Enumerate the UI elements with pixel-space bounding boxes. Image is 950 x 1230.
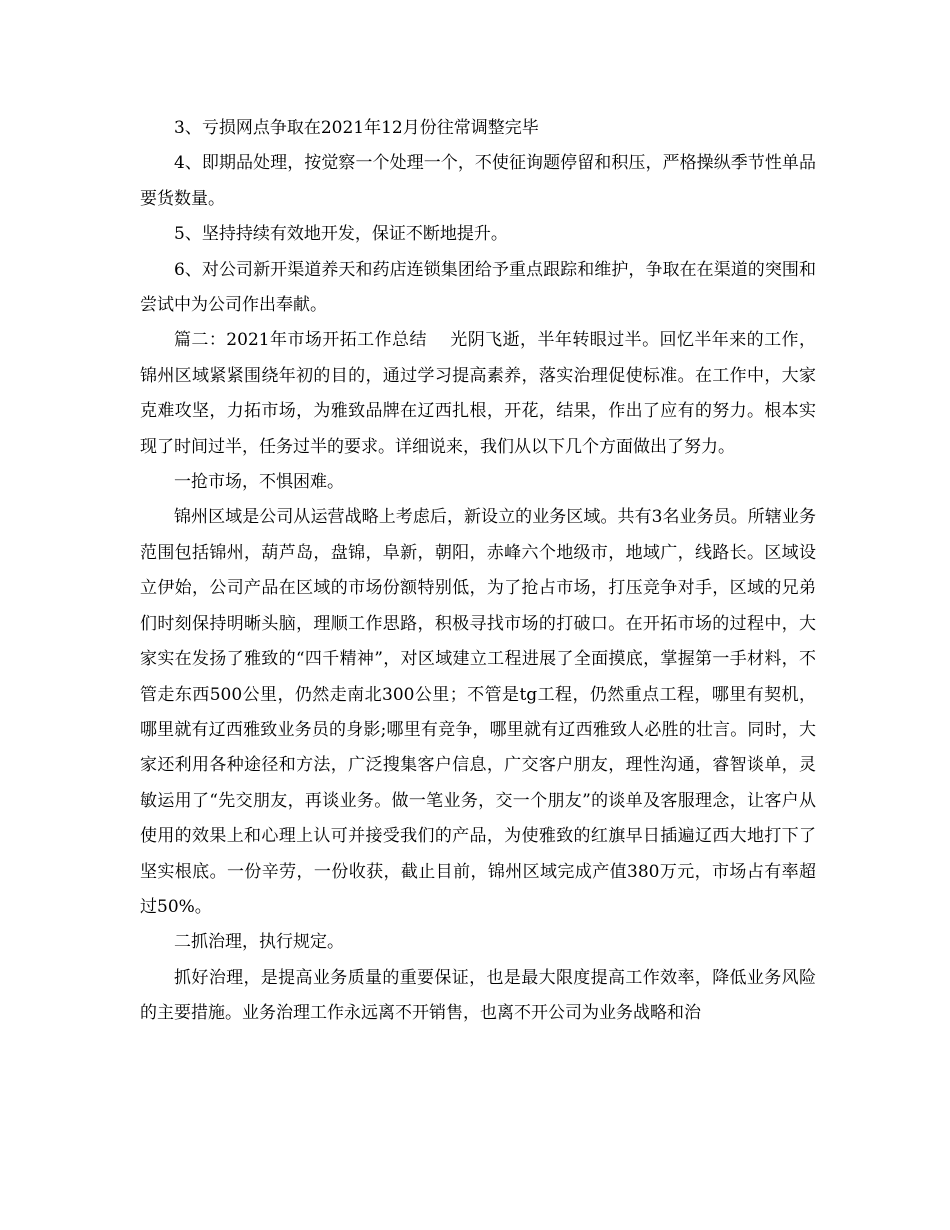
section-heading-paragraph: 篇二：2021年市场开拓工作总结 光阴飞逝，半年转眼过半。回忆半年来的工作，锦州区域紧紧围绕年初的目的，通过学习提高素养，落实治理促使标准。在工作中，大家克难攻坚，力拓市场，为雅致品牌在辽西扎根，开花，结果，作出了应有的努力。根本实现了时间过半，任务过半的要求。详细说来，我们从以下几个方面做出了努力。 xyxy=(140,330,816,457)
paragraph-item-5: 5、坚持持续有效地开发，保证不断地提升。 xyxy=(174,224,508,245)
subheading-market: 一抢市场，不惧困难。 xyxy=(174,472,344,493)
paragraph-market-body: 锦州区域是公司从运营战略上考虑后，新设立的业务区域。共有3名业务员。所辖业务范围包括锦州，葫芦岛，盘锦，阜新，朝阳，赤峰六个地级市，地域广，线路长。区域设立伊始，公司产品在区域的市场份额特别低，为了抢占市场，打压竞争对手，区域的兄弟们时刻保持明晰头脑，理顺工作思路，积极寻找市场的打破口。在开拓市场的过程中，大家实在发扬了雅致的“四千精神”，对区域建立工程进展了全面摸底，掌握第一手材料，不管走东西500公里，仍然走南北300公里；不管是tg工程，仍然重点工程，哪里有契机，哪里就有辽西雅致业务员的身影;哪里有竞争，哪里就有辽西雅致人必胜的壮言。同时，大家还利用各种途径和方法，广泛搜集客户信息，广交客户朋友，理性沟通，睿智谈单，灵敏运用了“先交朋友，再谈业务。做一笔业务，交一个朋友”的谈单及客服理念，让客户从使用的效果上和心理上认可并接受我们的产品，为使雅致的红旗早日插遍辽西大地打下了坚实根底。一份辛劳，一份收获，截止目前，锦州区域完成产值380万元，市场占有率超过50%。 xyxy=(140,507,816,917)
paragraph-item-4: 4、即期品处理，按觉察一个处理一个，不使征询题停留和积压，严格操纵季节性单品要货数量。 xyxy=(140,153,816,209)
paragraph-item-6: 6、对公司新开渠道养天和药店连锁集团给予重点跟踪和维护，争取在在渠道的突围和尝试中为公司作出奉献。 xyxy=(140,259,816,316)
paragraph-management-body: 抓好治理，是提高业务质量的重要保证，也是最大限度提高工作效率，降低业务风险的主要措施。业务治理工作永远离不开销售，也离不开公司为业务战略和治 xyxy=(140,967,816,1024)
subheading-management: 二抓治理，执行规定。 xyxy=(174,932,344,953)
paragraph-item-3: 3、亏损网点争取在2021年12月份往常调整完毕 xyxy=(174,118,539,138)
document-page xyxy=(140,111,816,1032)
